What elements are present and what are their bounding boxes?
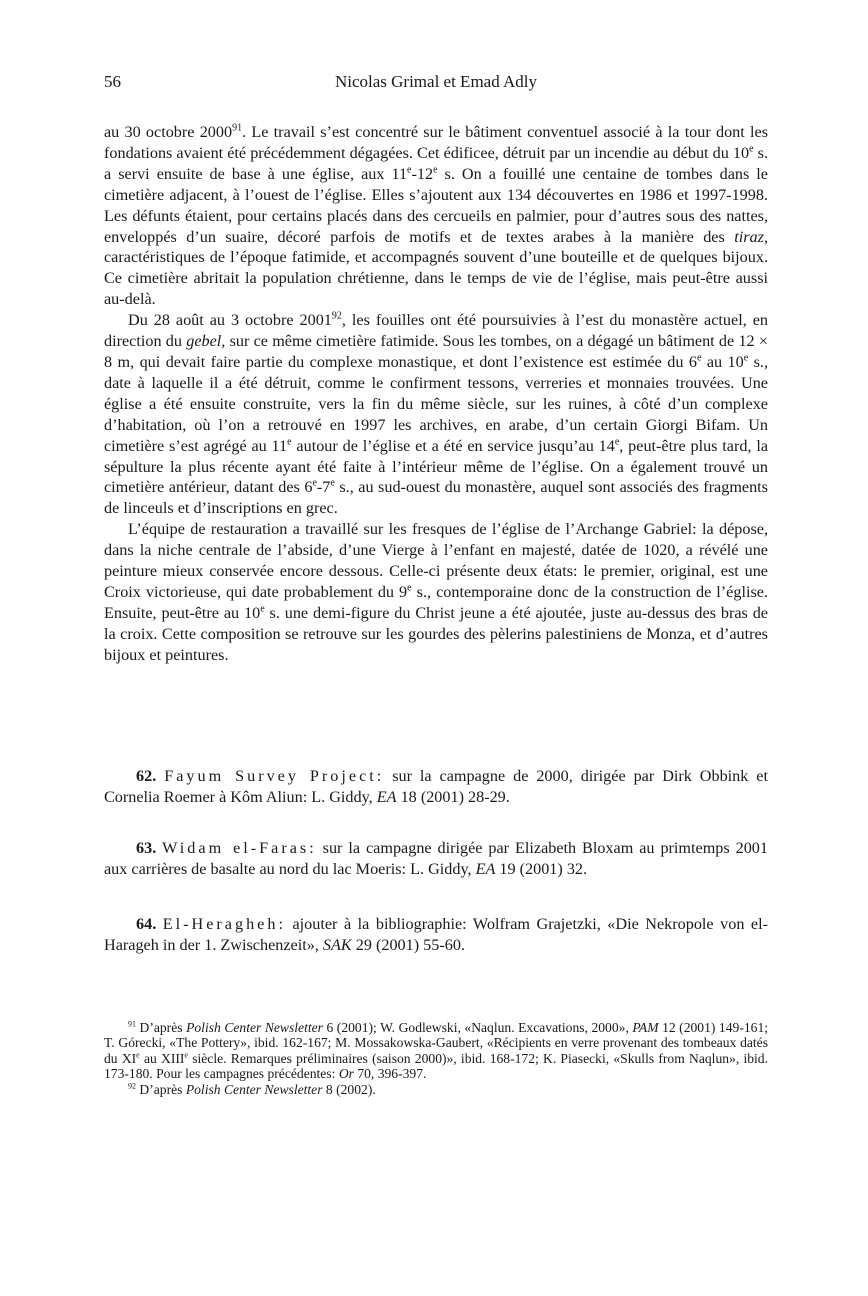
text-span: 70, 396-397. — [353, 1066, 427, 1082]
superscript: e — [330, 478, 335, 490]
entry-62 — [104, 766, 768, 808]
entry-64 — [104, 914, 768, 956]
superscript: e — [136, 1050, 140, 1060]
journal-abbrev: SAK — [322, 936, 352, 954]
text-span: L’équipe de restauration a travaillé sur les fresques de l’église de l’Archange Gabriel: la dépose, dans la niche centrale de l’abside, d’une Vierge à l’enfant en majesté, datée de 1020, a révélé une peinture mieux conservée encore dessous. Celle-ci présente deux états: le premier, original, est une Croix victorieuse, qui date probablement du 9 — [104, 520, 768, 601]
entry-text: ajouter à la bibliographie: Wolfram Grajetzki, «Die Nekropole von el-Harageh in der 1. Zwischenzeit», — [104, 915, 769, 954]
text-span: 12 (2001) 149-161; T. Górecki, «The Pottery», ibid. 162-167; M. Mossakowska-Gaubert, «Récipients en verre provenant des tombeaux datés du XI — [104, 1020, 769, 1066]
superscript: e — [312, 478, 317, 490]
text-span: s., date à laquelle il a été détruit, comme le confirment tessons, verreries et monnaies trouvées. Une église a été ensuite construite, vers la fin du même siècle, sur les ruines, à côté d’un complexe d’habitation, où l’on a retrouvé en 1997 les archives, en arabe, d’un certain Giorgi Bifam. Un cimetière s’est agrégé au 11 — [104, 352, 768, 455]
entry-text: sur la campagne dirigée par Elizabeth Bloxam au primtemps 2001 aux carrières de basalte au nord du lac Moeris: L. Giddy, — [104, 839, 768, 878]
text-span: autour de l’église et a été en service jusqu’au 14 — [291, 436, 615, 455]
footnotes — [104, 1020, 768, 1097]
paragraph-1 — [104, 122, 768, 310]
superscript: e — [287, 436, 292, 448]
footnote-91 — [104, 1020, 768, 1082]
text-span: 8 (2002). — [322, 1081, 376, 1097]
paragraph-2 — [104, 310, 768, 519]
paragraph-3 — [104, 519, 768, 665]
journal-abbrev: EA — [376, 788, 397, 806]
running-head: Nicolas Grimal et Emad Adly — [334, 72, 538, 91]
footnote-number: 92 — [128, 1081, 136, 1091]
text-span: . Le travail s’est concentré sur le bâtiment conventuel associé à la tour dont les fondations avaient été précédemment dégagées. Cet édificee, détruit par un incendie au début du 10 — [104, 123, 768, 162]
text-span: s. a servi ensuite de base à une église, aux 11 — [104, 143, 768, 183]
footnote-number: 91 — [128, 1019, 136, 1029]
journal-abbrev: EA — [475, 860, 496, 878]
entry-text: 19 (2001) 32. — [495, 860, 588, 878]
superscript: e — [696, 352, 702, 364]
entry-63 — [104, 838, 768, 880]
text-span: siècle. Remarques préliminaires (saison 2000)», ibid. 168-172; K. Piasecki, «Skulls from Naqlun», ibid. 173-180. Pour les campagnes précédentes: — [104, 1050, 768, 1082]
entry-text: 29 (2001) 55-60. — [351, 936, 465, 954]
text-span: -12 — [411, 164, 434, 183]
text-span: D’après — [136, 1081, 186, 1097]
entry-site: Widam el-Faras: — [162, 839, 317, 857]
text-span: D’après — [136, 1020, 187, 1035]
footnote-ref-91: 91 — [232, 122, 243, 134]
superscript: e — [743, 352, 749, 364]
italic-term: tiraz — [734, 227, 764, 246]
entry-text: sur la campagne de 2000, dirigée par Dirk Obbink et Cornelia Roemer à Kôm Aliun: L. Giddy, — [104, 767, 768, 806]
entry-number: 64. — [136, 915, 157, 933]
text-span: s. On a fouillé une centaine de tombes dans le cimetière adjacent, à l’ouest de l’église. Elles s’ajoutent aux 134 découvertes en 1986 et 1997-1998. Les défunts étaient, pour certains placés dans des cercueils en palmier, pour d’autres sous des nattes, enveloppés d’un suaire, décoré parfois de motifs et de textes arabes à la manière des — [104, 164, 768, 246]
text-span: s. une demi-figure du Christ jeune a été ajoutée, juste au-dessus des bras de la croix. Cette composition se retrouve sur les gourdes des pèlerins palestiniens de Monza, et d’autres bijoux et peintures. — [104, 603, 768, 664]
text-span: au 30 octobre 2000 — [104, 123, 233, 141]
footnote-92 — [104, 1082, 768, 1097]
superscript: e — [407, 582, 412, 594]
text-span: , caractéristiques de l’époque fatimide, et accompagnés souvent d’une bouteille et de quelques bijoux. Ce cimetière abritait la population chrétienne, dans le temps de vie de l’église, mais peut-être aussi au-delà. — [104, 227, 768, 309]
entry-text: 18 (2001) 28-29. — [396, 788, 510, 806]
entry-number: 63. — [136, 839, 157, 857]
page-number: 56 — [104, 72, 121, 91]
text-span: sur ce même cimetière fatimide. Sous les tombes, on a dégagé un bâtiment de 12 × 8 m, qui devait faire partie du complexe monastique, et dont l’existence est estimée du 6 — [104, 332, 769, 371]
text-span: s., contemporaine donc de la construction de l’église. Ensuite, peut-être au 10 — [104, 582, 768, 622]
entry-site: El-Heragheh: — [162, 915, 286, 933]
journal-title: Polish Center Newsletter — [186, 1020, 323, 1035]
entry-site: Fayum Survey Project: — [164, 767, 385, 785]
text-span: 6 (2001); W. Godlewski, «Naqlun. Excavations, 2000», — [322, 1020, 633, 1035]
superscript: e — [749, 143, 754, 155]
text-span: au XIII — [139, 1050, 185, 1066]
journal-title: PAM — [632, 1020, 659, 1035]
superscript: e — [184, 1050, 188, 1060]
superscript: e — [260, 603, 265, 615]
italic-term: gebel, — [186, 332, 226, 351]
superscript: e — [433, 164, 438, 176]
text-span: , les fouilles ont été poursuivies à l’est du monastère actuel, en direction du — [104, 311, 768, 351]
main-text — [104, 122, 768, 666]
entry-number: 62. — [136, 767, 157, 785]
superscript: e — [407, 164, 412, 176]
text-span: Du 28 août au 3 octobre 2001 — [128, 311, 332, 330]
journal-title: Polish Center Newsletter — [185, 1081, 323, 1097]
text-span: , peut-être plus tard, la sépulture la plus récente ayant été faite à l’intérieur même de l’église. On a également trouvé un cimetière antérieur, datant des 6 — [104, 436, 769, 497]
text-span: au 10 — [701, 352, 744, 371]
footnote-ref-92: 92 — [331, 310, 342, 322]
superscript: e — [614, 436, 620, 448]
text-span: -7 — [316, 478, 331, 497]
journal-title: Or — [338, 1066, 354, 1082]
page-header — [104, 72, 768, 98]
text-span: s., au sud-ouest du monastère, auquel sont associés des fragments de linceuls et d’inscriptions en grec. — [104, 478, 768, 518]
